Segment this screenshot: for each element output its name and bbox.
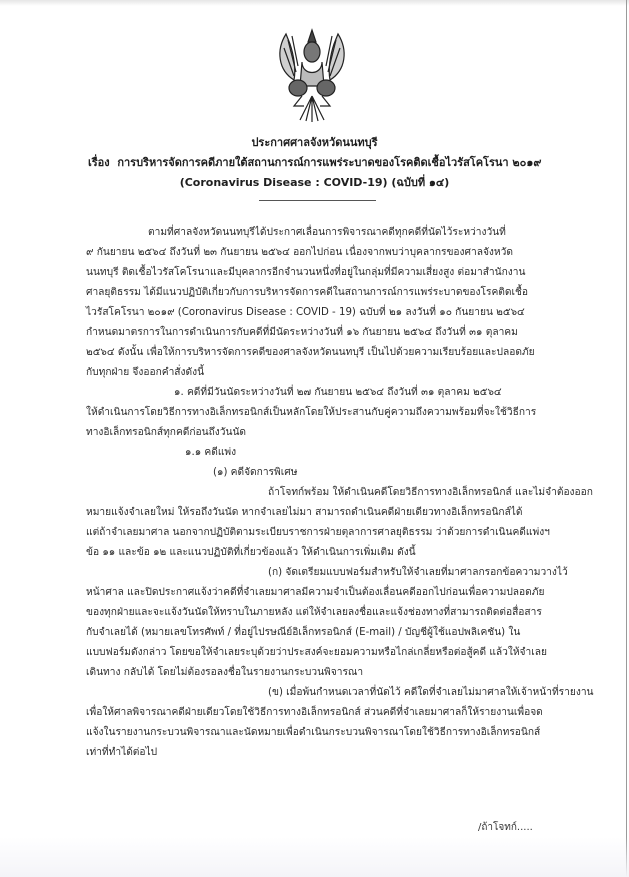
body-line: ให้ดำเนินการโดยวิธีการทางอิเล็กทรอนิกส์เป็นหลักโดยให้ประสานกับคู่ความถึงความพร้อมที่จะใช้วิธีการ [86, 407, 537, 418]
body-line: กับจำเลยได้ (หมายเลขโทรศัพท์ / ที่อยู่ไปรษณีย์อิเล็กทรอนิกส์ (E-mail) / บัญชีผู้ใช้แอปพลิเคชัน) ใน [86, 627, 521, 638]
body-line: ข้อ ๑๑ และข้อ ๑๒ และแนวปฏิบัติที่เกี่ยวข้องแล้ว ให้ดำเนินการเพิ่มเติม ดังนี้ [86, 547, 416, 558]
body-line: นนทบุรี ติดเชื้อไวรัสโคโรนาและมีบุคลากรอีกจำนวนหนึ่งที่อยู่ในกลุ่มที่มีความเสี่ยงสูง ต่อมาสำนักงาน [86, 267, 526, 278]
body-line: ถ้าโจทก์พร้อม ให้ดำเนินคดีโดยวิธีการทางอิเล็กทรอนิกส์ และไม่จำต้องออก [268, 487, 593, 498]
subject-row [88, 155, 541, 171]
body-line: ๙ กันยายน ๒๕๖๔ ถึงวันที่ ๒๓ กันยายน ๒๕๖๔ ออกไปก่อน เนื่องจากพบว่าบุคลากรของศาลจังหวัด [86, 247, 513, 258]
body-line: ไวรัสโคโรนา ๒๐๑๙ (Coronavirus Disease : COVID - 19) ฉบับที่ ๒๑ ลงวันที่ ๑๐ กันยายน ๒๕๖๔ [86, 307, 525, 318]
body-line: เท่าที่ทำได้ต่อไป [86, 747, 158, 758]
body-line: กับทุกฝ่าย จึงออกคำสั่งดังนี้ [86, 367, 205, 378]
subject-label: เรื่อง [88, 156, 110, 169]
page-right-edge [626, 0, 627, 877]
section-1-heading: ๑. คดีที่มีวันนัดระหว่างวันที่ ๒๗ กันยายน ๒๕๖๔ ถึงวันที่ ๓๑ ตุลาคม ๒๕๖๔ [174, 387, 502, 398]
section-1-1-heading: ๑.๑ คดีแพ่ง [185, 447, 237, 458]
title-divider [259, 200, 376, 201]
body-line: ตามที่ศาลจังหวัดนนทบุรีได้ประกาศเลื่อนการพิจารณาคดีทุกคดีที่นัดไว้ระหว่างวันที่ [148, 227, 506, 238]
body-line: แบบฟอร์มดังกล่าว โดยขอให้จำเลยระบุด้วยว่าประสงค์จะยอมความหรือไกล่เกลี่ยหรือต่อสู้คดี แล้วให้จำเลย [86, 647, 547, 658]
body-line: ของทุกฝ่ายและจะแจ้งวันนัดให้ทราบในภายหลัง แต่ให้จำเลยลงชื่อและแจ้งช่องทางที่สามารถติดต่อสื่อสาร [86, 607, 542, 618]
page-top-shadow [0, 0, 629, 6]
document-title: ประกาศศาลจังหวัดนนทบุรี [251, 136, 378, 149]
body-line: เดินทาง กลับได้ โดยไม่ต้องรอลงชื่อในรายงานกระบวนพิจารณา [86, 667, 364, 678]
subsection-heading: (๑) คดีจัดการพิเศษ [213, 467, 298, 478]
page-bottom-tint [0, 837, 629, 877]
body-line: กำหนดมาตรการในการดำเนินการกับคดีที่มีนัดระหว่างวันที่ ๑๖ กันยายน ๒๕๖๔ ถึงวันที่ ๓๑ ตุลาคม [86, 327, 518, 338]
body-line: ทางอิเล็กทรอนิกส์ทุกคดีก่อนถึงวันนัด [86, 427, 247, 438]
continuation-marker: /ถ้าโจทก์..... [478, 822, 533, 833]
body-line: ศาลยุติธรรม ได้มีแนวปฏิบัติเกี่ยวกับการบริหารจัดการคดีในสถานการณ์การแพร่ระบาดของโรคติดเชื้อ [86, 287, 529, 298]
clause-ka: (ก) จัดเตรียมแบบฟอร์มสำหรับให้จำเลยที่มาศาลกรอกข้อความวางไว้ [268, 567, 568, 578]
body-line: แต่ถ้าจำเลยมาศาล นอกจากปฏิบัติตามระเบียบราชการฝ่ายตุลาการศาลยุติธรรม ว่าด้วยการดำเนินคดีแพ่งฯ [86, 527, 550, 538]
body-line: หน้าศาล และปิดประกาศแจ้งว่าคดีที่จำเลยมาศาลมีความจำเป็นต้องเลื่อนคดีออกไปก่อนเพื่อความปลอดภัย [86, 587, 545, 598]
subject-line-2: (Coronavirus Disease : COVID-19) (ฉบับที่ ๑๔) [179, 176, 450, 189]
subject-text: การบริหารจัดการคดีภายใต้สถานการณ์การแพร่ระบาดของโรคติดเชื้อไวรัสโคโรนา ๒๐๑๙ [117, 156, 542, 169]
clause-kho: (ข) เมื่อพ้นกำหนดเวลาที่นัดไว้ คดีใดที่จำเลยไม่มาศาลให้เจ้าหน้าที่รายงาน [268, 687, 594, 698]
garuda-emblem-icon [272, 26, 352, 122]
body-line: แจ้งในรายงานกระบวนพิจารณาและนัดหมายเพื่อดำเนินกระบวนพิจารณาโดยใช้วิธีการทางอิเล็กทรอนิกส์ [86, 727, 541, 738]
body-line: ๒๕๖๔ ดังนั้น เพื่อให้การบริหารจัดการคดีของศาลจังหวัดนนทบุรี เป็นไปด้วยความเรียบร้อยและปลอดภัย [86, 347, 535, 358]
body-line: เพื่อให้ศาลพิจารณาคดีฝ่ายเดียวโดยใช้วิธีการทางอิเล็กทรอนิกส์ ส่วนคดีที่จำเลยมาศาลก็ให้รายงานเพื่อจด [86, 707, 543, 718]
body-line: หมายแจ้งจำเลยใหม่ ให้รอถึงวันนัด หากจำเลยไม่มา สามารถดำเนินคดีฝ่ายเดียวทางอิเล็กทรอนิกส์ได้ [86, 507, 523, 518]
